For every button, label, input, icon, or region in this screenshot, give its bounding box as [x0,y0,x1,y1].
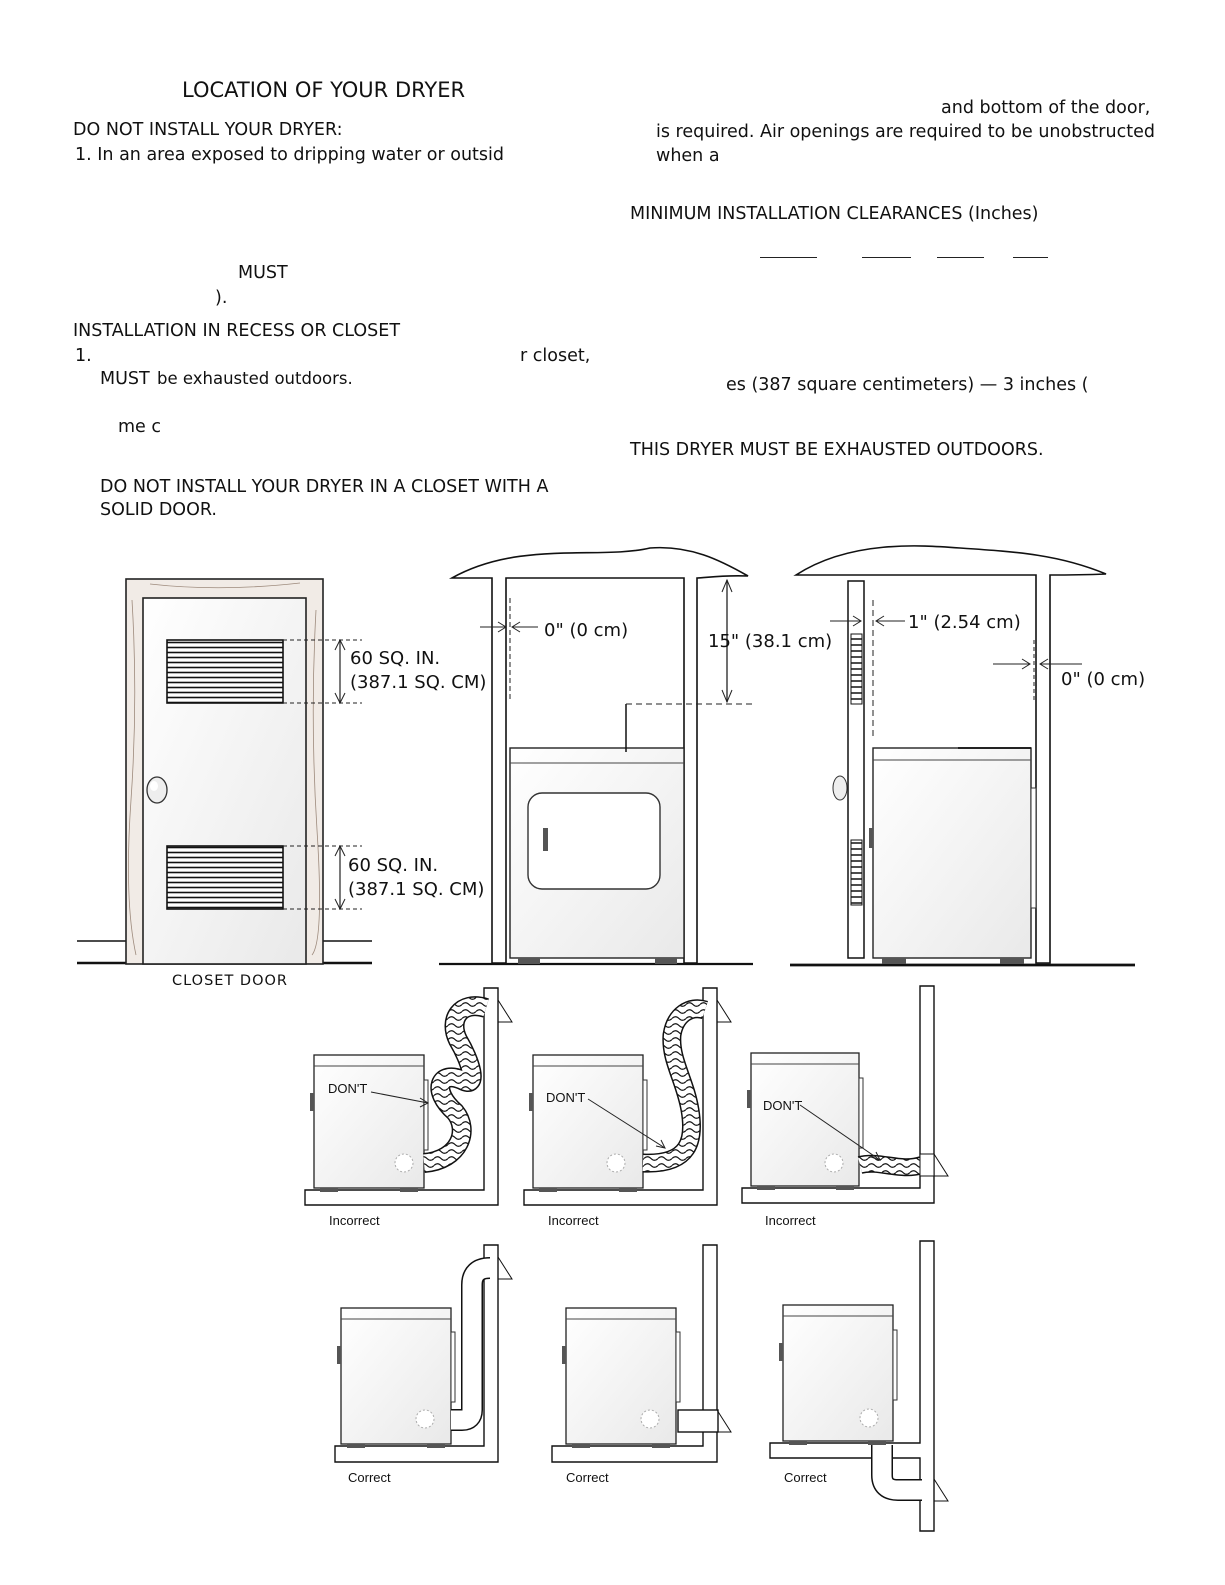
side-clearance-label: 0" (0 cm) [544,620,629,641]
solid-door-warning-line-2: SOLID DOOR. [100,500,217,520]
do-not-install-item-1: 1. In an area exposed to dripping water or outsid [75,145,504,165]
door-vent-fragment: and bottom of the door, [941,98,1151,118]
air-openings-line: is required. Air openings are required to be unobstructed [656,122,1155,142]
dont-label-3: DON'T [763,1098,803,1113]
correct-caption-1: Correct [348,1470,391,1485]
incorrect-caption-2: Incorrect [548,1213,599,1228]
front-clearance-label: 1" (2.54 cm) [908,612,1021,633]
rear-clearance-label: 0" (0 cm) [1061,669,1146,690]
when-fragment: when a [656,146,720,166]
vent-bottom-area-label: 60 SQ. IN. [348,855,439,876]
vent-area-fragment: es (387 square centimeters) — 3 inches ( [726,375,1089,395]
must-emphasis-1: MUST [238,263,288,283]
incorrect-caption-1: Incorrect [329,1213,380,1228]
correct-vent-2 [552,1245,731,1462]
do-not-install-heading: DO NOT INSTALL YOUR DRYER: [73,120,343,140]
solid-door-warning-line-1: DO NOT INSTALL YOUR DRYER IN A CLOSET WITH A [100,477,549,497]
vent-top-area-metric: (387.1 SQ. CM) [350,672,487,693]
recess-front-figure [439,548,754,964]
vent-bottom-area-metric: (387.1 SQ. CM) [348,879,485,900]
correct-caption-3: Correct [784,1470,827,1485]
top-clearance-label: 15" (38.1 cm) [708,631,833,652]
dont-label-2: DON'T [546,1090,586,1105]
closet-door-figure [77,579,372,964]
must-emphasis-2: MUST [100,369,150,389]
clearances-heading: MINIMUM INSTALLATION CLEARANCES (Inches) [630,204,1039,224]
closet-door-caption: CLOSET DOOR [172,973,288,989]
vent-top-area-label: 60 SQ. IN. [350,648,441,669]
paren-fragment: ). [215,288,228,308]
exhaust-outdoors-statement: THIS DRYER MUST BE EXHAUSTED OUTDOORS. [630,440,1044,460]
section-title: LOCATION OF YOUR DRYER [182,78,466,102]
correct-caption-2: Correct [566,1470,609,1485]
recess-item-1-fragment: r closet, [520,346,591,366]
dont-label-1: DON'T [328,1081,368,1096]
correct-vent-1 [335,1245,512,1462]
closet-side-figure [790,546,1135,965]
exhausted-outdoors-text: be exhausted outdoors. [157,369,353,388]
text-fragment: me c [118,417,161,437]
incorrect-caption-3: Incorrect [765,1213,816,1228]
recess-item-1-number: 1. [75,346,92,366]
recess-closet-heading: INSTALLATION IN RECESS OR CLOSET [73,321,401,341]
